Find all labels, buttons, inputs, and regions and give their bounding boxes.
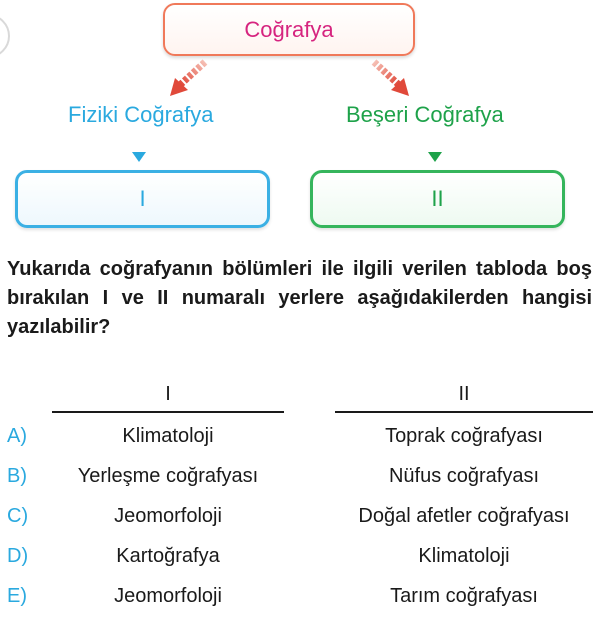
blank-box-ii-label: II — [431, 186, 444, 211]
blank-box-i-label: I — [139, 186, 146, 211]
branch-fiziki-label: Fiziki Coğrafya — [68, 102, 214, 127]
option-d-letter[interactable]: D) — [7, 545, 29, 567]
column-rule-ii — [335, 411, 593, 413]
arrow-to-fiziki — [170, 62, 205, 96]
option-d-col1: Kartoğrafya — [116, 545, 220, 567]
column-header-ii: II — [458, 383, 470, 405]
top-concept-title: Coğrafya — [244, 16, 334, 42]
option-c-col2: Doğal afetler coğrafyası — [358, 505, 570, 527]
option-b-letter[interactable]: B) — [7, 465, 27, 487]
column-rule-i — [52, 411, 284, 413]
option-a-col1: Klimatoloji — [122, 425, 214, 447]
blank-box-ii — [310, 170, 565, 228]
arrow-to-box-i — [132, 136, 146, 162]
column-header-i: I — [165, 383, 171, 405]
arrow-to-box-ii — [428, 136, 442, 162]
option-b-col1: Yerleşme coğrafyası — [77, 465, 259, 487]
branch-beseri-label: Beşeri Coğrafya — [346, 102, 504, 127]
option-b-col2: Nüfus coğrafyası — [388, 465, 540, 487]
option-a-col2: Toprak coğrafyası — [385, 425, 543, 447]
option-a-letter[interactable]: A) — [7, 425, 27, 447]
question-text: Yukarıda coğrafyanın bölümleri ile ilgili verilen tabloda boş bırakılan I ve II numaralı yerlere aşağıdakilerden hangisi yazılabilir? — [7, 258, 592, 338]
option-c-letter[interactable]: C) — [7, 505, 29, 527]
arrow-to-beseri — [374, 62, 409, 96]
option-e-col1: Jeomorfoloji — [114, 585, 222, 607]
option-e-col2: Tarım coğrafyası — [390, 585, 538, 607]
option-e-letter[interactable]: E) — [7, 585, 27, 607]
option-d-col2: Klimatoloji — [418, 545, 510, 567]
blank-box-i — [15, 170, 270, 228]
option-c-col1: Jeomorfoloji — [114, 505, 222, 527]
